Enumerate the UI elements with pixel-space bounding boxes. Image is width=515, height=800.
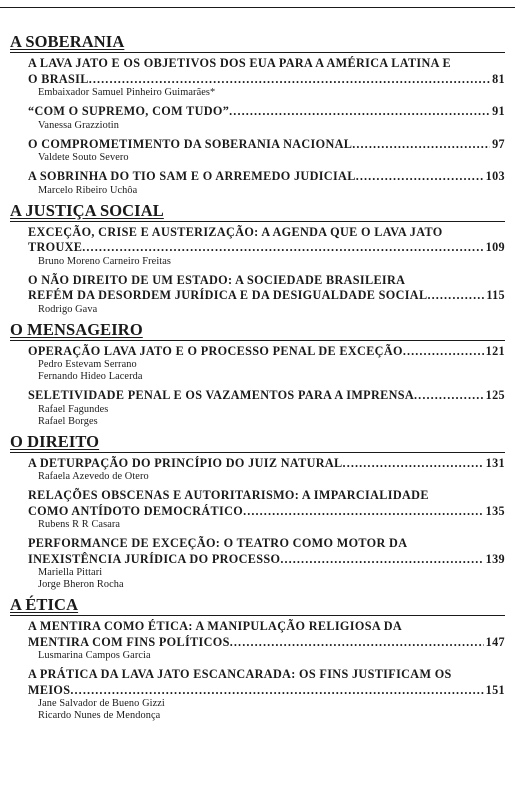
author-list	[28, 698, 505, 724]
entry-title-line: “COM O SUPREMO, COM TUDO”	[28, 104, 230, 118]
section-header	[10, 593, 505, 614]
author-name: Fernando Hideo Lacerda	[38, 371, 143, 382]
entry-title-line: MEIOS	[28, 682, 71, 697]
page-number: 125	[485, 388, 505, 402]
page-number: 103	[485, 169, 505, 183]
section-header	[10, 199, 505, 220]
entry-title-line: A LAVA JATO E OS OBJETIVOS DOS EUA PARA A AMÉRICA LATINA E	[28, 56, 452, 70]
entry-title-line: A MENTIRA COMO ÉTICA: A MANIPULAÇÃO RELIGIOSA DA	[28, 619, 402, 633]
entry-title	[28, 344, 505, 360]
dot-leader	[230, 635, 484, 651]
author-list	[28, 87, 505, 101]
entry-title-line: PERFORMANCE DE EXCEÇÃO: O TEATRO COMO MOTOR DA	[28, 536, 408, 550]
dot-leader	[414, 388, 484, 404]
author-name: Mariella Pittari	[38, 567, 103, 578]
entry-title-last-line	[28, 456, 505, 472]
author-list	[28, 519, 505, 533]
author-list	[28, 567, 505, 593]
toc-entry[interactable]	[28, 166, 505, 199]
author-name: Jorge Bheron Rocha	[38, 579, 124, 590]
toc-entry[interactable]	[28, 533, 505, 593]
entry-title-last-line	[28, 104, 505, 120]
toc-entry[interactable]	[28, 270, 505, 318]
entry-title-last-line	[28, 240, 505, 256]
author-name: Ricardo Nunes de Mendonça	[38, 710, 161, 721]
dot-leader	[352, 137, 490, 153]
dot-leader	[243, 504, 484, 520]
author-list	[28, 359, 505, 385]
section-header	[10, 430, 505, 451]
toc-section	[0, 199, 515, 318]
dot-leader	[427, 288, 484, 304]
section-header	[10, 318, 505, 339]
toc-entry[interactable]	[28, 341, 505, 386]
entry-title-line: OPERAÇÃO LAVA JATO E O PROCESSO PENAL DE EXCEÇÃO	[28, 343, 403, 358]
entry-title-line: MENTIRA COM FINS POLÍTICOS	[28, 634, 230, 649]
author-name: Bruno Moreno Carneiro Freitas	[38, 255, 172, 267]
author-name: Rafaela Azevedo de Otero	[38, 471, 149, 482]
author-list	[28, 120, 505, 134]
author-list	[28, 404, 505, 430]
entry-title	[28, 536, 505, 567]
entry-title-line: COMO ANTÍDOTO DEMOCRÁTICO	[28, 503, 244, 518]
section-title: A JUSTIÇA SOCIAL	[10, 200, 164, 220]
entry-title	[28, 619, 505, 650]
author-name: Rafael Borges	[38, 415, 98, 427]
section-header	[10, 30, 505, 51]
toc-entry[interactable]	[28, 222, 505, 270]
author-list	[28, 471, 505, 485]
toc-entry[interactable]	[28, 53, 505, 101]
toc-entry[interactable]	[28, 453, 505, 486]
entry-title-line: REFÉM DA DESORDEM JURÍDICA E DA DESIGUALDADE SOCIAL	[28, 288, 428, 302]
toc-entry[interactable]	[28, 664, 505, 724]
entry-title	[28, 104, 505, 120]
entry-title-last-line	[28, 635, 505, 651]
author-name: Rodrigo Gava	[38, 303, 98, 315]
toc-entry[interactable]	[28, 101, 505, 134]
toc-section	[0, 30, 515, 199]
dot-leader	[82, 240, 483, 256]
dot-leader	[89, 72, 490, 88]
entry-title	[28, 667, 505, 698]
entry-title-last-line	[28, 552, 505, 568]
page-number: 109	[485, 240, 505, 254]
entry-title	[28, 273, 505, 304]
page-number: 151	[485, 682, 505, 697]
entry-title	[28, 488, 505, 519]
page-number: 81	[492, 71, 505, 86]
page-number: 115	[486, 288, 505, 302]
entry-title-line: A PRÁTICA DA LAVA JATO ESCANCARADA: OS FINS JUSTIFICAM OS	[28, 667, 452, 681]
dot-leader	[356, 169, 484, 185]
dot-leader	[343, 456, 484, 472]
page-number: 147	[485, 634, 505, 649]
entry-title-line: O BRASIL	[28, 71, 89, 86]
toc-entry[interactable]	[28, 385, 505, 430]
author-list	[28, 185, 505, 199]
entry-title-line: RELAÇÕES OBSCENAS E AUTORITARISMO: A IMPARCIALIDADE	[28, 488, 429, 502]
page-number: 97	[492, 136, 505, 151]
dot-leader	[280, 552, 483, 568]
page-number: 139	[485, 551, 505, 566]
top-rule	[0, 7, 515, 8]
entry-title-line: INEXISTÊNCIA JURÍDICA DO PROCESSO	[28, 551, 281, 566]
author-list	[28, 304, 505, 318]
entry-title-last-line	[28, 137, 505, 153]
page-number: 121	[485, 343, 505, 358]
entry-title-line: A DETURPAÇÃO DO PRINCÍPIO DO JUIZ NATURAL	[28, 455, 343, 470]
entry-title	[28, 225, 505, 256]
entry-title-line: A SOBRINHA DO TIO SAM E O ARREMEDO JUDICIAL	[28, 169, 356, 183]
entry-title	[28, 388, 505, 404]
entry-title-line: O NÃO DIREITO DE UM ESTADO: A SOCIEDADE BRASILEIRA	[28, 272, 406, 287]
entry-title-last-line	[28, 344, 505, 360]
entry-title-last-line	[28, 72, 505, 88]
section-title: O MENSAGEIRO	[10, 319, 143, 339]
author-name: Embaixador Samuel Pinheiro Guimarães*	[38, 87, 216, 98]
entry-title-last-line	[28, 683, 505, 699]
entry-title	[28, 169, 505, 185]
author-list	[28, 650, 505, 664]
author-list	[28, 152, 505, 166]
author-list	[28, 256, 505, 270]
page-number: 91	[492, 104, 505, 118]
entry-title-line: O COMPROMETIMENTO DA SOBERANIA NACIONAL	[28, 136, 353, 151]
dot-leader	[403, 344, 484, 360]
page-number: 131	[485, 455, 505, 470]
toc-section	[0, 318, 515, 430]
toc-entry[interactable]	[28, 616, 505, 664]
dot-leader	[229, 104, 490, 120]
author-name: Pedro Estevam Serrano	[38, 359, 137, 370]
entry-title-last-line	[28, 169, 505, 185]
author-name: Vanessa Grazziotin	[38, 119, 119, 131]
page-number: 135	[485, 503, 505, 518]
entry-title	[28, 456, 505, 472]
entry-title-last-line	[28, 288, 505, 304]
toc-section	[0, 430, 515, 594]
author-name: Marcelo Ribeiro Uchôa	[38, 184, 138, 196]
table-of-contents	[0, 30, 515, 724]
dot-leader	[70, 683, 483, 699]
section-title: A SOBERANIA	[10, 32, 125, 51]
section-title: A ÉTICA	[10, 595, 79, 614]
entry-title	[28, 56, 505, 87]
author-name: Jane Salvador de Bueno Gizzi	[38, 698, 165, 709]
toc-entry[interactable]	[28, 485, 505, 533]
toc-section	[0, 593, 515, 724]
entry-title-last-line	[28, 504, 505, 520]
entry-title-line: TROUXE	[28, 240, 83, 254]
author-name: Rubens R R Casara	[38, 519, 121, 530]
toc-entry[interactable]	[28, 134, 505, 167]
entry-title-line: EXCEÇÃO, CRISE E AUSTERIZAÇÃO: A AGENDA QUE O LAVA JATO	[28, 224, 443, 239]
entry-title-line: SELETIVIDADE PENAL E OS VAZAMENTOS PARA A IMPRENSA	[28, 388, 415, 402]
entry-title-last-line	[28, 388, 505, 404]
author-name: Valdete Souto Severo	[38, 152, 129, 163]
author-name: Lusmarina Campos Garcia	[38, 650, 151, 661]
entry-title	[28, 137, 505, 153]
section-title: O DIREITO	[10, 431, 100, 451]
author-name: Rafael Fagundes	[38, 403, 109, 415]
